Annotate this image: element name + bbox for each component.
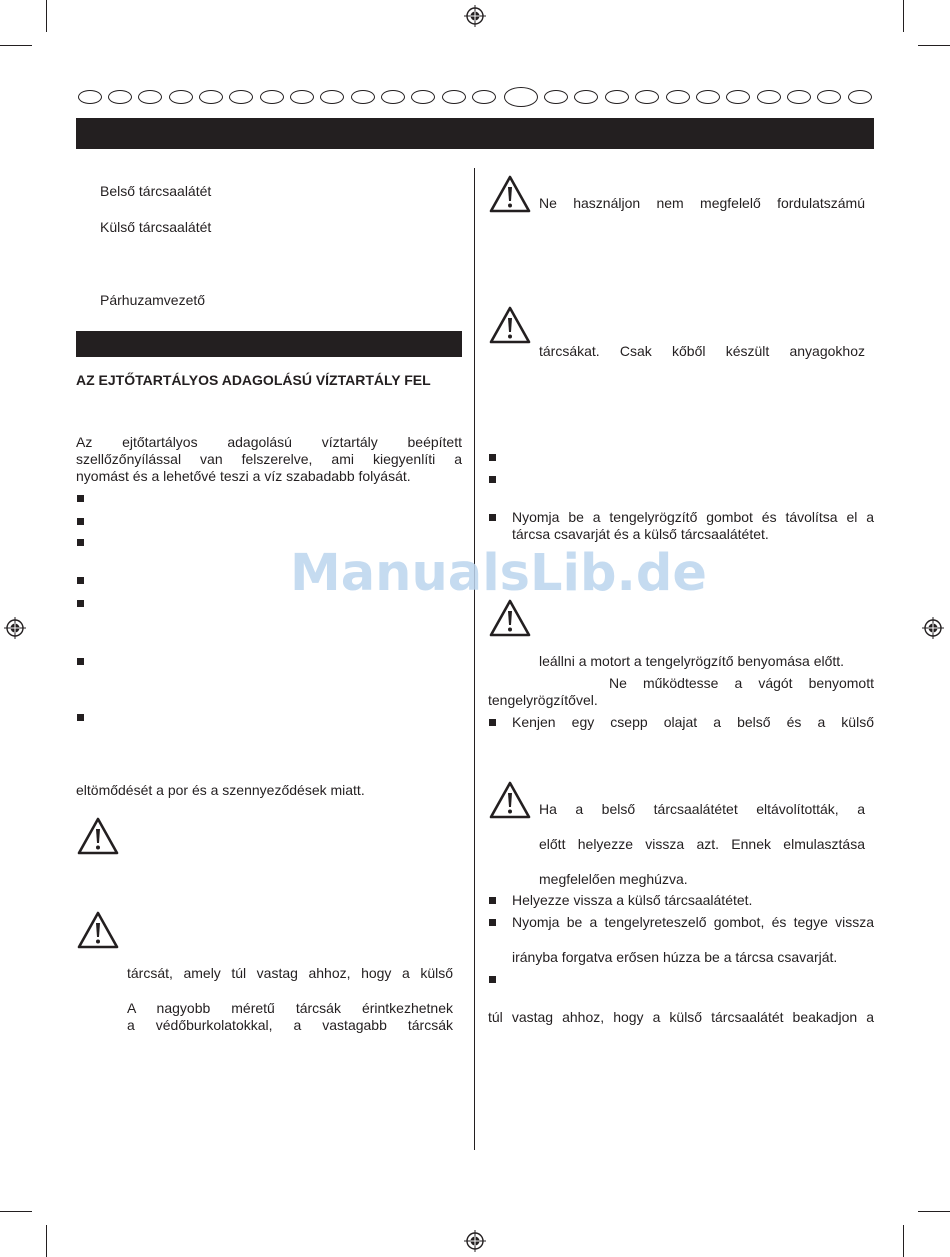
crop-mark bbox=[918, 1211, 950, 1212]
language-marker bbox=[229, 90, 253, 104]
language-marker bbox=[290, 90, 314, 104]
bullet-marker bbox=[77, 600, 84, 607]
registration-mark-icon bbox=[464, 1230, 486, 1252]
warning-text: Ha a belső tárcsaalátétet eltávolították, a bbox=[539, 801, 865, 817]
bullet-marker bbox=[489, 719, 496, 726]
clogging-note: eltömődését a por és a szennyeződések miatt. bbox=[76, 782, 365, 798]
crop-mark bbox=[0, 1211, 32, 1212]
warning-triangle-icon bbox=[488, 174, 532, 214]
language-marker bbox=[169, 90, 193, 104]
instruction-step: Nyomja be a tengelyreteszelő gombot, és tegye vissza bbox=[512, 914, 874, 930]
instruction-step: Kenjen egy csepp olajat a belső és a külső bbox=[512, 714, 874, 730]
warning-text: tárcsákat. Csak kőből készült anyagokhoz bbox=[539, 343, 865, 359]
language-marker bbox=[544, 90, 568, 104]
language-marker bbox=[411, 90, 435, 104]
warning-triangle-icon bbox=[76, 816, 120, 856]
warning-triangle-icon bbox=[488, 780, 532, 820]
crop-mark bbox=[0, 45, 32, 46]
language-marker bbox=[696, 90, 720, 104]
language-marker bbox=[78, 90, 102, 104]
warning-text: megfelelően meghúzva. bbox=[539, 871, 688, 887]
page-header-bar bbox=[76, 118, 874, 149]
language-marker bbox=[666, 90, 690, 104]
registration-mark-icon bbox=[4, 617, 26, 639]
bullet-marker bbox=[77, 518, 84, 525]
language-marker bbox=[726, 90, 750, 104]
language-marker bbox=[108, 90, 132, 104]
registration-mark-icon bbox=[922, 617, 944, 639]
bullet-marker bbox=[489, 454, 496, 461]
language-marker bbox=[381, 90, 405, 104]
bullet-marker bbox=[77, 539, 84, 546]
language-marker-row bbox=[76, 88, 874, 108]
warning-triangle-icon bbox=[76, 910, 120, 950]
language-marker bbox=[787, 90, 811, 104]
warning-text: tárcsát, amely túl vastag ahhoz, hogy a külső bbox=[127, 965, 453, 981]
instruction-step: Helyezze vissza a külső tárcsaalátétet. bbox=[512, 892, 753, 908]
part-label-inner-washer: Belső tárcsaalátét bbox=[100, 183, 212, 199]
watermark: ManualsLib.de bbox=[290, 544, 707, 603]
intro-line: Az ejtőtartályos adagolású víztartály beépített bbox=[76, 434, 462, 450]
language-marker bbox=[635, 90, 659, 104]
language-marker bbox=[138, 90, 162, 104]
language-marker bbox=[574, 90, 598, 104]
section-heading: AZ EJTŐTARTÁLYOS ADAGOLÁSÚ VÍZTARTÁLY FEL bbox=[76, 372, 431, 388]
warning-text: a védőburkolatokkal, a vastagabb tárcsák bbox=[127, 1017, 453, 1033]
bullet-marker bbox=[77, 658, 84, 665]
language-marker bbox=[605, 90, 629, 104]
language-marker bbox=[757, 90, 781, 104]
intro-line: szellőzőnyílással van felszerelve, ami kiegyenlíti a bbox=[76, 451, 462, 467]
bullet-marker bbox=[489, 976, 496, 983]
language-marker bbox=[351, 90, 375, 104]
bullet-marker bbox=[77, 714, 84, 721]
intro-line: nyomást és a lehetővé teszi a víz szabadabb folyását. bbox=[76, 468, 411, 484]
language-marker bbox=[817, 90, 841, 104]
bullet-marker bbox=[77, 577, 84, 584]
registration-mark-icon bbox=[464, 5, 486, 27]
part-label-parallel-guide: Párhuzamvezető bbox=[100, 292, 206, 308]
language-marker-active bbox=[504, 87, 538, 107]
crop-mark bbox=[903, 0, 904, 32]
crop-mark bbox=[46, 0, 47, 32]
bullet-marker bbox=[489, 514, 496, 521]
language-marker bbox=[320, 90, 344, 104]
part-label-outer-washer: Külső tárcsaalátét bbox=[100, 219, 212, 235]
instruction-step: tárcsa csavarját és a külső tárcsaalátétet. bbox=[512, 526, 769, 542]
bullet-marker bbox=[489, 476, 496, 483]
warning-text: A nagyobb méretű tárcsák érintkezhetnek bbox=[127, 1000, 453, 1016]
language-marker bbox=[260, 90, 284, 104]
warning-triangle-icon bbox=[488, 598, 532, 638]
instruction-step: irányba forgatva erősen húzza be a tárcsa csavarját. bbox=[512, 949, 838, 965]
bullet-marker bbox=[77, 495, 84, 502]
instruction-step: Nyomja be a tengelyrögzítő gombot és távolítsa el a bbox=[512, 509, 874, 525]
instruction-text: túl vastag ahhoz, hogy a külső tárcsaalátét beakadjon a bbox=[488, 1009, 874, 1025]
crop-mark bbox=[918, 45, 950, 46]
section-header-bar bbox=[76, 331, 462, 357]
bullet-marker bbox=[489, 919, 496, 926]
warning-text: előtt helyezze vissza azt. Ennek elmulasztása bbox=[539, 836, 865, 852]
warning-text: Ne működtesse a vágót benyomott bbox=[609, 675, 874, 691]
language-marker bbox=[848, 90, 872, 104]
crop-mark bbox=[903, 1225, 904, 1257]
warning-triangle-icon bbox=[488, 305, 532, 345]
warning-text: Ne használjon nem megfelelő fordulatszámú bbox=[539, 195, 865, 211]
language-marker bbox=[199, 90, 223, 104]
column-divider bbox=[474, 168, 475, 1150]
warning-text: leállni a motort a tengelyrögzítő benyomása előtt. bbox=[539, 653, 845, 669]
warning-text: tengelyrögzítővel. bbox=[488, 692, 598, 708]
language-marker bbox=[472, 90, 496, 104]
language-marker bbox=[442, 90, 466, 104]
crop-mark bbox=[46, 1225, 47, 1257]
bullet-marker bbox=[489, 897, 496, 904]
